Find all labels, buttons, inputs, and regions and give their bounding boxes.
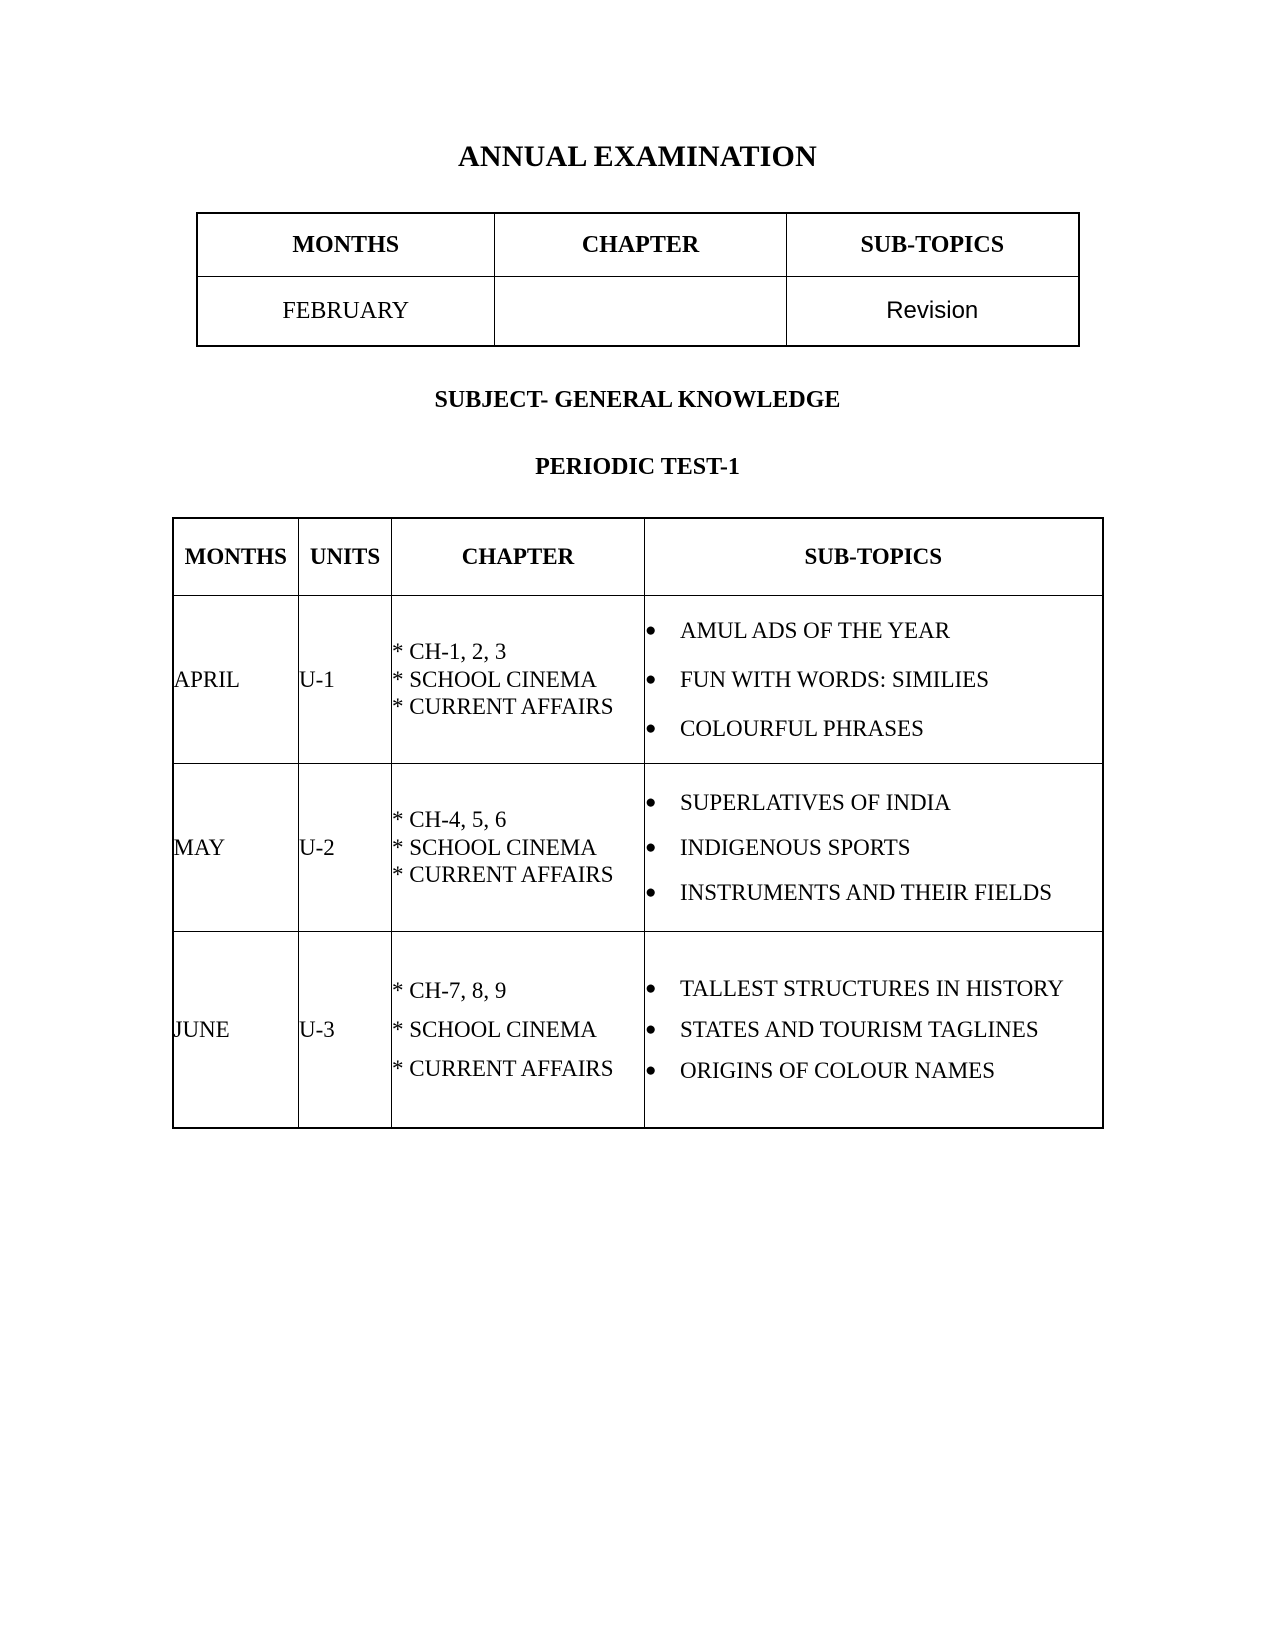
column-header-subtopics: SUB-TOPICS <box>645 518 1103 596</box>
periodic-test-table-container <box>0 517 1275 1129</box>
cell-unit: U-2 <box>299 764 392 932</box>
cell-month: MAY <box>173 764 299 932</box>
cell-subtopics <box>645 764 1103 932</box>
periodic-table-body <box>173 596 1103 1128</box>
list-item <box>645 789 1102 816</box>
cell-unit: U-1 <box>299 596 392 764</box>
list-item <box>645 666 1102 693</box>
column-header-units: UNITS <box>299 518 392 596</box>
subtopic-text: COLOURFUL PHRASES <box>680 716 924 742</box>
list-item <box>645 834 1102 861</box>
column-header-chapter: CHAPTER <box>495 213 787 277</box>
list-item <box>645 1016 1102 1043</box>
table-row <box>173 932 1103 1128</box>
chapter-line: * SCHOOL CINEMA <box>392 666 597 692</box>
list-item <box>645 975 1102 1002</box>
chapter-line: * CH-4, 5, 6 <box>392 807 507 833</box>
subtopic-text: INSTRUMENTS AND THEIR FIELDS <box>680 880 1053 906</box>
bullet-icon: ● <box>645 977 657 999</box>
list-item <box>645 879 1102 906</box>
cell-month: FEBRUARY <box>197 277 495 347</box>
cell-subtopics <box>645 596 1103 764</box>
periodic-test-heading: PERIODIC TEST-1 <box>535 454 740 480</box>
table-header-row <box>197 213 1079 277</box>
subtopic-text: AMUL ADS OF THE YEAR <box>680 617 951 643</box>
table-row <box>173 764 1103 932</box>
chapter-line: * CH-1, 2, 3 <box>392 639 507 665</box>
chapter-line: * CURRENT AFFAIRS <box>392 694 614 720</box>
table-header-row <box>173 518 1103 596</box>
subtopic-text: TALLEST STRUCTURES IN HISTORY <box>680 975 1064 1001</box>
chapter-line: * SCHOOL CINEMA <box>392 834 597 860</box>
column-header-months: MONTHS <box>173 518 299 596</box>
bullet-icon: ● <box>645 882 657 904</box>
chapter-line: * CURRENT AFFAIRS <box>392 862 614 888</box>
annual-table-head <box>197 213 1079 277</box>
column-header-chapter: CHAPTER <box>392 518 645 596</box>
annual-exam-table-container <box>0 212 1275 347</box>
subtopic-text: SUPERLATIVES OF INDIA <box>680 789 951 815</box>
annual-table-body <box>197 277 1079 347</box>
bullet-icon: ● <box>645 619 657 641</box>
chapter-line: * CH-7, 8, 9 <box>392 977 507 1003</box>
cell-chapter <box>495 277 787 347</box>
bullet-icon: ● <box>645 718 657 740</box>
cell-subtopics <box>645 932 1103 1128</box>
subtopic-list <box>645 617 1102 742</box>
list-item <box>645 1057 1102 1084</box>
chapter-line: * CURRENT AFFAIRS <box>392 1055 614 1081</box>
cell-month: APRIL <box>173 596 299 764</box>
cell-unit: U-3 <box>299 932 392 1128</box>
page-title: ANNUAL EXAMINATION <box>458 140 817 173</box>
periodic-table-head <box>173 518 1103 596</box>
table-row <box>173 596 1103 764</box>
bullet-icon: ● <box>645 1059 657 1081</box>
bullet-icon: ● <box>645 668 657 690</box>
bullet-icon: ● <box>645 836 657 858</box>
subtopic-text: STATES AND TOURISM TAGLINES <box>680 1016 1039 1042</box>
subtopic-text: FUN WITH WORDS: SIMILIES <box>680 666 990 692</box>
periodic-test-table <box>172 517 1104 1129</box>
cell-chapter <box>392 932 645 1128</box>
subtopic-text: INDIGENOUS SPORTS <box>680 834 911 860</box>
subject-heading: SUBJECT- GENERAL KNOWLEDGE <box>434 387 841 413</box>
list-item <box>645 715 1102 742</box>
list-item <box>645 617 1102 644</box>
subtopic-text: ORIGINS OF COLOUR NAMES <box>680 1057 996 1083</box>
table-row <box>197 277 1079 347</box>
bullet-icon: ● <box>645 1018 657 1040</box>
subtopic-list <box>645 975 1102 1084</box>
column-header-subtopics: SUB-TOPICS <box>787 213 1079 277</box>
bullet-icon: ● <box>645 791 657 813</box>
cell-subtopics: Revision <box>787 277 1079 347</box>
annual-exam-table <box>196 212 1080 347</box>
cell-chapter <box>392 596 645 764</box>
cell-chapter <box>392 764 645 932</box>
column-header-months: MONTHS <box>197 213 495 277</box>
cell-month: JUNE <box>173 932 299 1128</box>
subtopic-list <box>645 789 1102 906</box>
chapter-line: * SCHOOL CINEMA <box>392 1016 597 1042</box>
